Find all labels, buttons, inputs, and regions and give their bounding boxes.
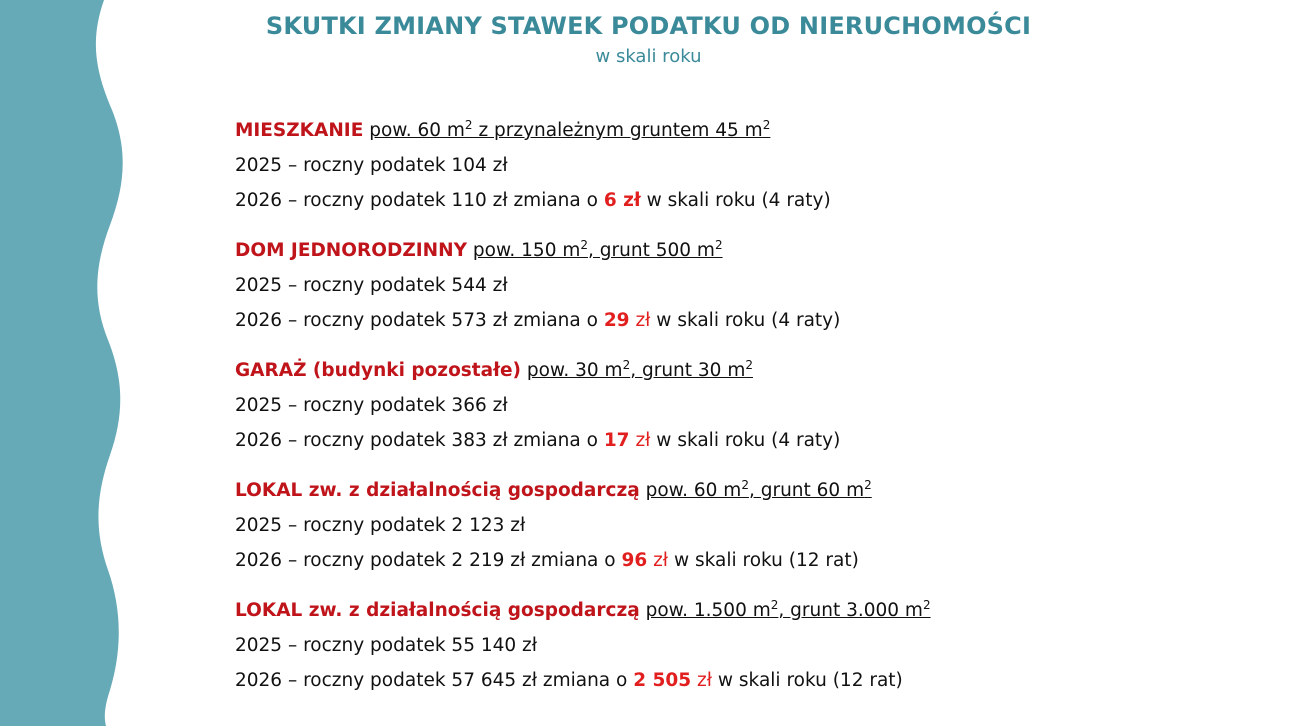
property-heading [235, 473, 1255, 508]
property-block [235, 473, 1255, 578]
property-area: pow. 60 $m^2$, grunt 60 $m^2$ [645, 478, 872, 501]
property-area: pow. 150 $m^2$, grunt 500 $m^2$ [472, 238, 723, 261]
property-name: DOM JEDNORODZINNY [235, 240, 468, 261]
property-name: MIESZKANIE [235, 120, 364, 141]
property-heading [235, 353, 1255, 388]
tax-2025: 2025 – roczny podatek 2 123 zł [235, 515, 526, 536]
property-heading [235, 233, 1255, 268]
tax-2026: 2026 – roczny podatek 383 zł zmiana o 17 zł w skali roku (4 raty) [235, 430, 841, 451]
property-area: pow. 30 $m^2$, grunt 30 $m^2$ [526, 358, 753, 381]
property-block [235, 233, 1255, 338]
property-name: LOKAL zw. z działalnością gospodarczą [235, 600, 640, 621]
property-block [235, 593, 1255, 698]
property-name: GARAŻ (budynki pozostałe) [235, 360, 521, 381]
tax-2026: 2026 – roczny podatek 110 zł zmiana o 6 zł w skali roku (4 raty) [235, 190, 831, 211]
property-heading [235, 593, 1255, 628]
property-block [235, 353, 1255, 458]
tax-2025: 2025 – roczny podatek 55 140 zł [235, 635, 537, 656]
property-area: pow. 60 $m^2$ z przynależnym gruntem 45 $m^2$ [369, 118, 771, 141]
decorative-wave-band [0, 0, 130, 726]
tax-2025: 2025 – roczny podatek 104 zł [235, 155, 508, 176]
page-title: SKUTKI ZMIANY STAWEK PODATKU OD NIERUCHOMOŚCI [265, 12, 1032, 40]
tax-2026: 2026 – roczny podatek 573 zł zmiana o 29 zł w skali roku (4 raty) [235, 310, 841, 331]
property-list [235, 113, 1255, 713]
tax-2026: 2026 – roczny podatek 2 219 zł zmiana o 96 zł w skali roku (12 rat) [235, 550, 859, 571]
property-area: pow. 1.500 $m^2$, grunt 3.000 $m^2$ [645, 598, 931, 621]
tax-2025: 2025 – roczny podatek 544 zł [235, 275, 508, 296]
change-amount: 2 505 [633, 670, 692, 691]
change-amount: 6 [603, 190, 617, 211]
page-subtitle: w skali roku [595, 46, 702, 67]
change-amount: 29 [603, 310, 630, 331]
wave-shape [0, 0, 123, 726]
change-amount: 17 [603, 430, 630, 451]
tax-2025: 2025 – roczny podatek 366 zł [235, 395, 508, 416]
property-name: LOKAL zw. z działalnością gospodarczą [235, 480, 640, 501]
property-block [235, 113, 1255, 218]
tax-2026: 2026 – roczny podatek 57 645 zł zmiana o 2 505 zł w skali roku (12 rat) [235, 670, 903, 691]
change-amount: 96 [621, 550, 648, 571]
property-heading [235, 113, 1255, 148]
